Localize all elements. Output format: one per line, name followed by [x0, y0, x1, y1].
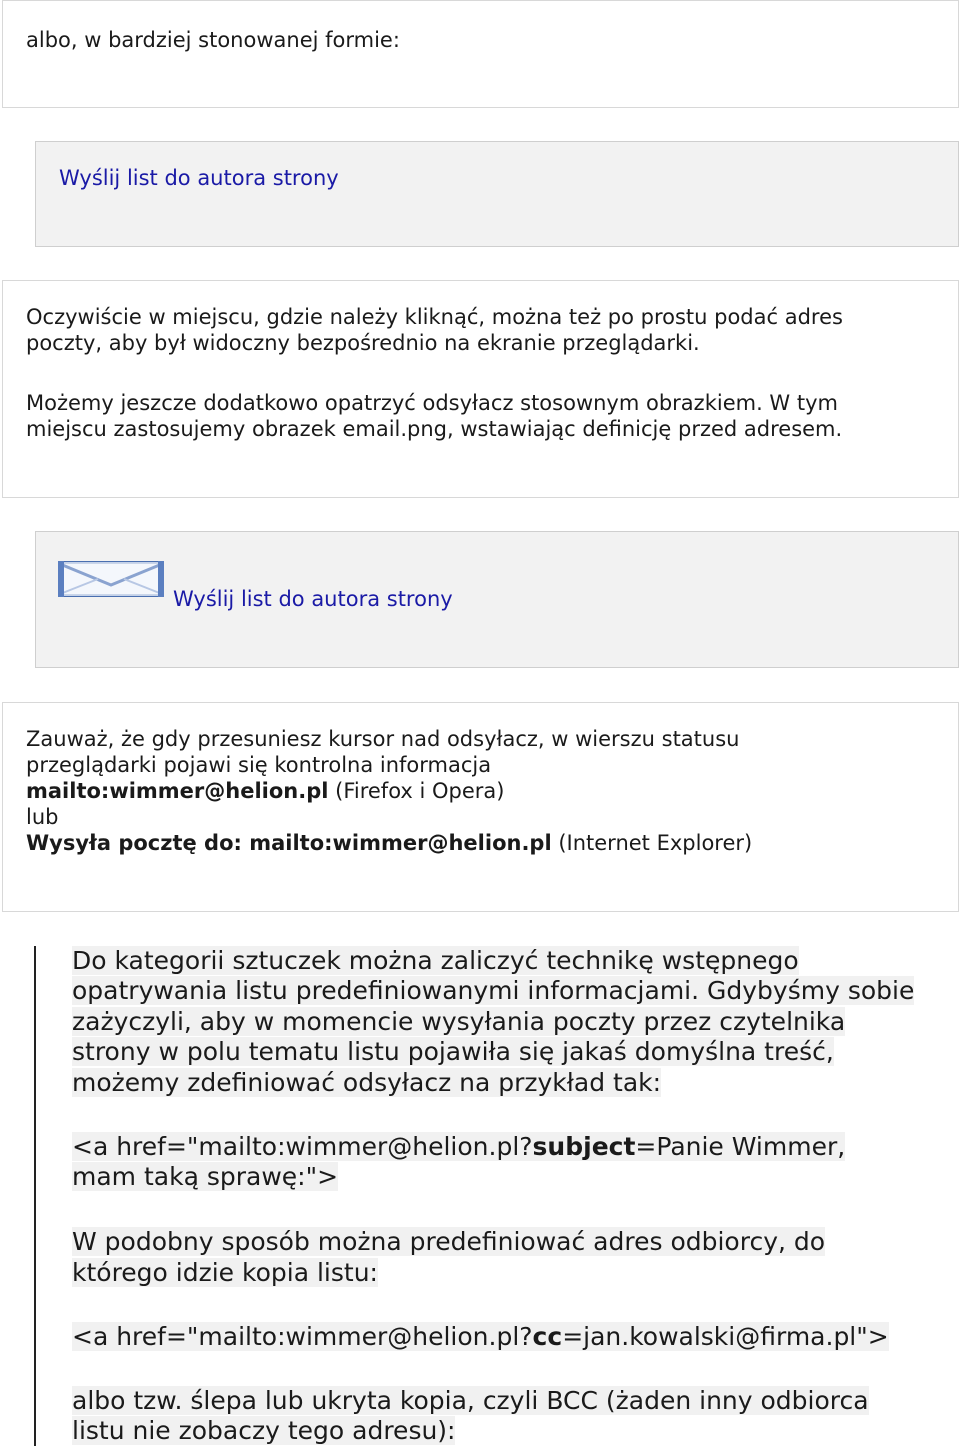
paragraph-line: miejscu zastosujemy obrazek email.png, wstawiając definicję przed adresem. [26, 417, 843, 441]
explanation-box-1 [2, 280, 959, 498]
quote-line: W podobny sposób można predefiniować adres odbiorcy, do [72, 1227, 826, 1256]
link-example-box-1 [35, 141, 959, 247]
status-info-line-ie [26, 830, 752, 856]
paragraph-line: lub [26, 805, 59, 829]
mailto-link[interactable]: Wyślij list do autora strony [59, 166, 339, 190]
intro-box [2, 0, 959, 108]
paragraph-line: Oczywiście w miejscu, gdzie należy kliknąć, można też po prostu podać adres [26, 305, 843, 329]
paragraph-line: Możemy jeszcze dodatkowo opatrzyć odsyłacz stosownym obrazkiem. W tym [26, 391, 838, 415]
quote-line: Do kategorii sztuczek można zaliczyć technikę wstępnego [72, 946, 799, 975]
explanation-box-2 [2, 702, 959, 912]
status-info-line [26, 778, 504, 804]
link-example-box-2 [35, 531, 959, 668]
quote-line: zażyczyli, aby w momencie wysyłania poczty przez czytelnika [72, 1007, 846, 1036]
mailto-link-with-icon[interactable]: Wyślij list do autora strony [173, 587, 453, 611]
quote-line: którego idzie kopia listu: [72, 1258, 378, 1287]
quote-line: możemy zdefiniować odsyłacz na przykład tak: [72, 1068, 662, 1097]
browser-note: (Firefox i Opera) [328, 779, 505, 803]
ie-status-text: Wysyła pocztę do: mailto:wimmer@helion.pl [26, 831, 552, 855]
cc-keyword: cc [532, 1322, 563, 1351]
code-line-subject: <a href="mailto:wimmer@helion.pl?subject=Panie Wimmer, [72, 1132, 846, 1161]
paragraph-line: Zauważ, że gdy przesuniesz kursor nad odsyłacz, w wierszu statusu [26, 727, 740, 751]
code-line-subject-cont: mam taką sprawę:"> [72, 1162, 339, 1191]
mailto-status-text: mailto:wimmer@helion.pl [26, 779, 329, 803]
quote-line: opatrywania listu predefiniowanymi informacjami. Gdybyśmy sobie [72, 976, 915, 1005]
quote-bar [34, 946, 36, 1446]
envelope-icon[interactable] [58, 561, 164, 597]
quote-line: strony w polu tematu listu pojawiła się jakaś domyślna treść, [72, 1037, 834, 1066]
paragraph-line: poczty, aby był widoczny bezpośrednio na ekranie przeglądarki. [26, 331, 700, 355]
browser-note: (Internet Explorer) [551, 831, 753, 855]
quote-line: albo tzw. ślepa lub ukryta kopia, czyli BCC (żaden inny odbiorca [72, 1386, 869, 1415]
intro-text: albo, w bardziej stonowanej formie: [26, 28, 400, 52]
subject-keyword: subject [532, 1132, 636, 1161]
code-line-cc: <a href="mailto:wimmer@helion.pl?cc=jan.kowalski@firma.pl"> [72, 1322, 889, 1351]
paragraph-line: przeglądarki pojawi się kontrolna informacja [26, 753, 492, 777]
quote-line: listu nie zobaczy tego adresu): [72, 1416, 456, 1445]
